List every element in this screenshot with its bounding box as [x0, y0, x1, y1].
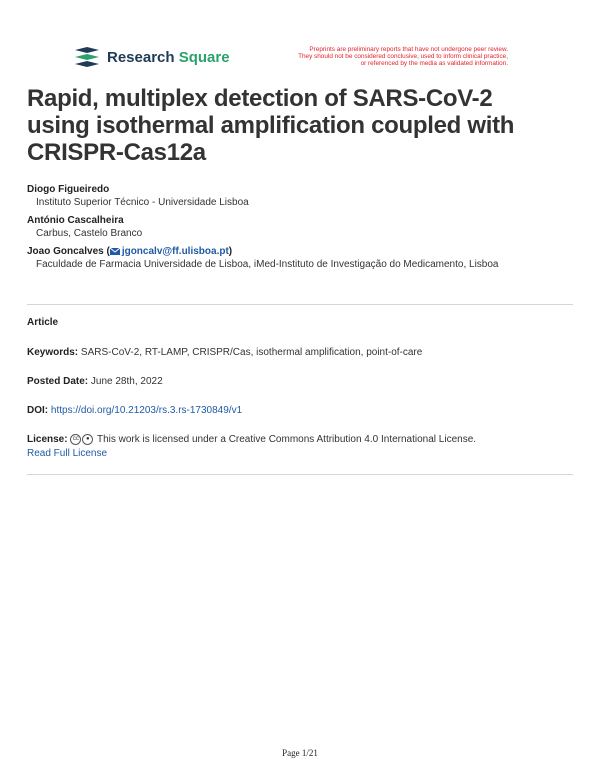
divider: [27, 474, 573, 475]
posted-date-label: Posted Date:: [27, 376, 89, 387]
author-entry: [27, 183, 587, 209]
disclaimer-line: They should not be considered conclusive, used to inform clinical practice,: [298, 53, 508, 61]
author-affiliation: Carbus, Castelo Branco: [36, 228, 143, 239]
article-title: Rapid, multiplex detection of SARS-CoV-2 using isothermal amplification coupled with CRISPR-Cas12a: [27, 85, 515, 166]
keywords-value: SARS-CoV-2, RT-LAMP, CRISPR/Cas, isothermal amplification, point-of-care: [80, 347, 423, 358]
preprint-disclaimer: [258, 46, 508, 68]
license-row: [27, 433, 587, 461]
author-entry: [27, 245, 587, 271]
author-email-link[interactable]: jgoncalv@ff.ulisboa.pt: [121, 246, 229, 257]
logo-word-research: Research: [107, 48, 175, 66]
author-list: [27, 183, 587, 276]
author-name: Diogo Figueiredo: [27, 184, 110, 195]
corresponding-author: Joao Goncalves ( jgoncalv@ff.ulisboa.pt): [27, 246, 233, 257]
author-name: António Cascalheira: [27, 215, 124, 226]
attribution-icon: ●: [82, 434, 93, 445]
research-square-logo-icon: [73, 46, 101, 68]
posted-date-value: June 28th, 2022: [90, 376, 163, 387]
doi-label: DOI:: [27, 405, 49, 416]
author-affiliation: Instituto Superior Técnico - Universidade Lisboa: [36, 197, 249, 208]
disclaimer-line: or referenced by the media as validated information.: [360, 60, 508, 68]
read-full-license-link[interactable]: Read Full License: [27, 448, 108, 459]
envelope-icon: [110, 248, 120, 255]
license-label: License:: [27, 434, 68, 445]
divider: [27, 304, 573, 305]
author-affiliation: Faculdade de Farmacia Universidade de Lisboa, iMed-Instituto de Investigação do Medicamento, Lisboa: [36, 259, 499, 270]
page-number: Page 1/21: [282, 748, 318, 758]
doi-link[interactable]: https://doi.org/10.21203/rs.3.rs-1730849/v1: [50, 405, 243, 416]
research-square-logo[interactable]: [73, 46, 230, 68]
author-entry: [27, 214, 587, 240]
author-name: Joao Goncalves: [27, 246, 104, 257]
keywords-label: Keywords:: [27, 347, 79, 358]
logo-wordmark: [107, 49, 230, 66]
license-text: This work is licensed under a Creative Commons Attribution 4.0 International License.: [96, 434, 477, 445]
keywords-row: [27, 346, 587, 360]
logo-word-square: Square: [178, 48, 230, 66]
cc-icon: cc: [70, 434, 81, 445]
posted-date-row: [27, 375, 587, 389]
disclaimer-line: Preprints are preliminary reports that have not undergone peer review.: [309, 46, 508, 53]
article-type-value: Article: [27, 317, 59, 328]
doi-row: [27, 404, 587, 418]
article-type: [27, 316, 587, 330]
